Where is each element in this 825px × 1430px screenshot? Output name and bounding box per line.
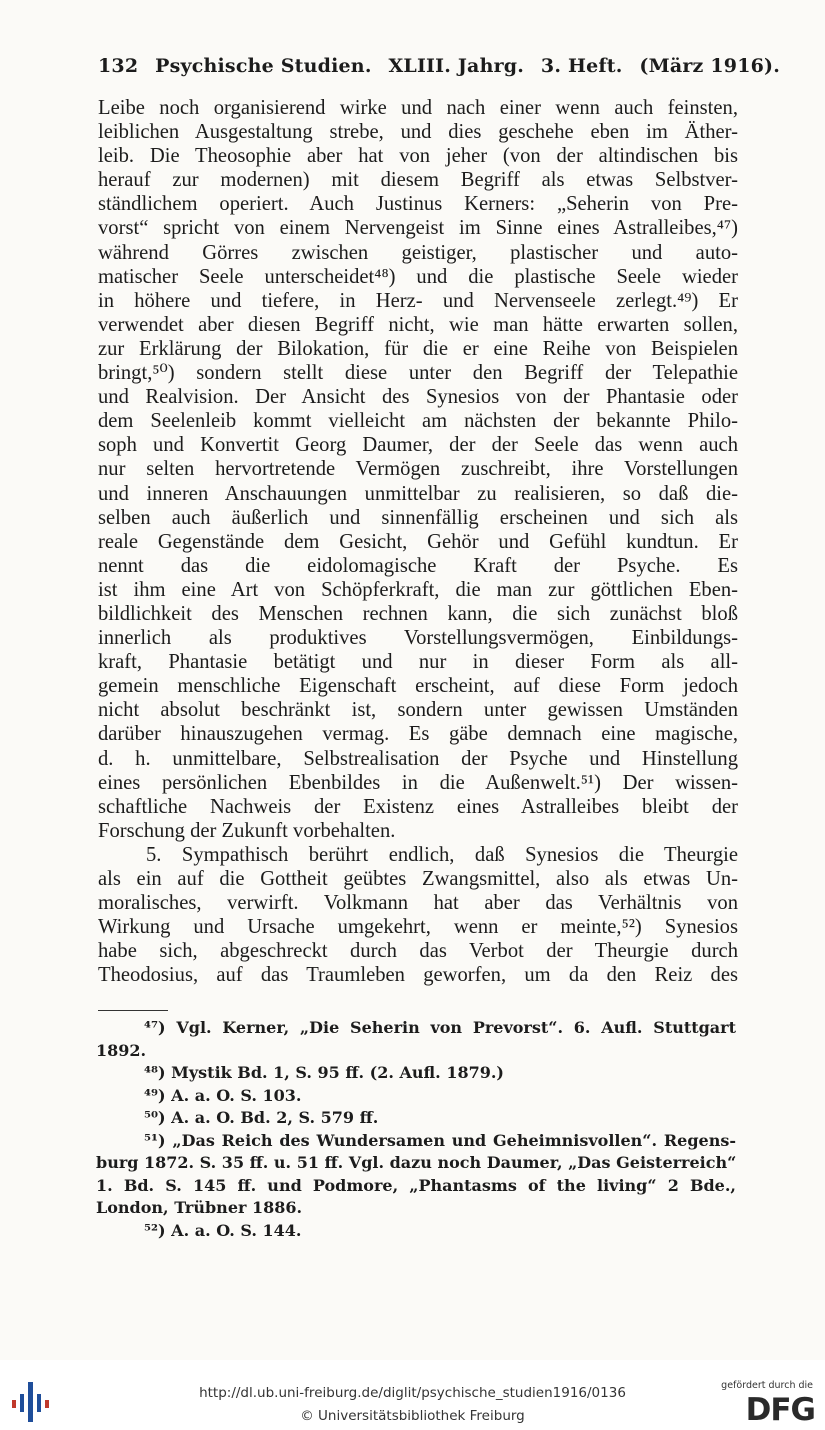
text-line: und inneren Anschauungen unmittelbar zu realisieren, so daß die- bbox=[98, 482, 738, 505]
text-line: moralisches, verwirft. Volkmann hat aber das Verhältnis von bbox=[98, 892, 738, 915]
footnote-line: London, Trübner 1886. bbox=[96, 1198, 303, 1217]
text-line: während Görres zwischen geistiger, plastischer und auto- bbox=[98, 241, 738, 264]
text-line: dem Seelenleib kommt vielleicht am nächsten der bekannte Philo- bbox=[98, 410, 738, 433]
text-line: bringt,⁵⁰) sondern stellt diese unter den Begriff der Telepathie bbox=[98, 362, 738, 385]
sponsor-caption: gefördert durch die bbox=[721, 1380, 813, 1391]
footnote-line: ⁴⁸) Mystik Bd. 1, S. 95 ff. (2. Aufl. 1879.) bbox=[144, 1063, 504, 1082]
text-line: eines persönlichen Ebenbildes in die Außenwelt.⁵¹) Der wissen- bbox=[98, 771, 738, 794]
text-line: und Realvision. Der Ansicht des Synesios von der Phantasie oder bbox=[98, 386, 738, 409]
issue-date: (März 1916). bbox=[639, 55, 781, 77]
page-number: 132 bbox=[98, 55, 139, 77]
text-line: Theodosius, auf das Traumleben geworfen, um da den Reiz des bbox=[98, 964, 738, 987]
text-line: leiblichen Ausgestaltung strebe, und dies geschehe eben im Äther- bbox=[98, 121, 738, 144]
text-line: d. h. unmittelbare, Selbstrealisation der Psyche und Hinstellung bbox=[98, 747, 738, 770]
text-line: in höhere und tiefere, in Herz- und Nervenseele zerlegt.⁴⁹) Er bbox=[98, 289, 738, 312]
text-line: kraft, Phantasie betätigt und nur in dieser Form als all- bbox=[98, 651, 738, 674]
text-line: ist ihm eine Art von Schöpferkraft, die man zur göttlichen Eben- bbox=[98, 578, 738, 601]
running-header bbox=[98, 55, 781, 77]
text-line: ständlichem operiert. Auch Justinus Kerners: „Seherin von Pre- bbox=[98, 193, 738, 216]
text-line: Forschung der Zukunft vorbehalten. bbox=[98, 819, 396, 842]
text-line: innerlich als produktives Vorstellungsvermögen, Einbildungs- bbox=[98, 627, 738, 650]
footnote-line: ⁵¹) „Das Reich des Wundersamen und Geheimnisvollen“. Regens- bbox=[144, 1130, 736, 1150]
text-line: nur selten hervortretende Vermögen zuschreibt, ihre Vorstellungen bbox=[98, 458, 738, 481]
text-line: gemein menschliche Eigenschaft erscheint, auf diese Form jedoch bbox=[98, 675, 738, 698]
copyright: © Universitätsbibliothek Freiburg bbox=[300, 1408, 525, 1424]
footnote-line: ⁵²) A. a. O. S. 144. bbox=[144, 1220, 302, 1240]
text-line: vorst“ spricht von einem Nervengeist im Sinne eines Astralleibes,⁴⁷) bbox=[98, 217, 738, 240]
text-line: Wirkung und Ursache umgekehrt, wenn er meinte,⁵²) Synesios bbox=[98, 916, 738, 939]
footnote-line: burg 1872. S. 35 ff. u. 51 ff. Vgl. dazu noch Daumer, „Das Geisterreich“ bbox=[96, 1153, 737, 1172]
footnote-line: 1892. bbox=[96, 1040, 147, 1060]
text-line: zur Erklärung der Bilokation, für die er eine Reihe von Beispielen bbox=[98, 337, 738, 360]
footnote-line: ⁵⁰) A. a. O. Bd. 2, S. 579 ff. bbox=[144, 1108, 379, 1127]
source-url[interactable]: http://dl.ub.uni-freiburg.de/diglit/psychische_studien1916/0136 bbox=[199, 1385, 626, 1401]
dfg-logo[interactable]: DFG bbox=[745, 1392, 815, 1428]
text-line: herauf zur modernen) mit diesem Begriff als etwas Selbstver- bbox=[98, 169, 738, 192]
footnote-line: ⁴⁹) A. a. O. S. 103. bbox=[144, 1085, 302, 1105]
journal-title: Psychische Studien. bbox=[155, 55, 372, 77]
text-line: matischer Seele unterscheidet⁴⁸) und die plastische Seele wieder bbox=[98, 265, 738, 288]
footnote-line: ⁴⁷) Vgl. Kerner, „Die Seherin von Prevorst“. 6. Aufl. Stuttgart bbox=[144, 1018, 736, 1037]
text-line: als ein auf die Gottheit geübtes Zwangsmittel, also als etwas Un- bbox=[98, 868, 738, 890]
text-line: 5. Sympathisch berührt endlich, daß Synesios die Theurgie bbox=[146, 843, 738, 866]
footnote-divider bbox=[98, 1010, 168, 1011]
footnotes bbox=[96, 1017, 736, 1242]
body-text bbox=[98, 96, 738, 987]
viewer-footer bbox=[0, 1360, 825, 1430]
volume: XLIII. Jahrg. bbox=[388, 55, 525, 77]
issue: 3. Heft. bbox=[540, 55, 623, 77]
text-line: reale Gegenstände dem Gesicht, Gehör und Gefühl kundtun. Er bbox=[98, 530, 738, 553]
text-line: leib. Die Theosophie aber hat von jeher (von der altindischen bis bbox=[98, 145, 738, 168]
text-line: nennt das die eidolomagische Kraft der Psyche. Es bbox=[98, 554, 738, 577]
text-line: verwendet aber diesen Begriff nicht, wie man hätte erwarten sollen, bbox=[98, 313, 738, 336]
text-line: schaftliche Nachweis der Existenz eines Astralleibes bleibt der bbox=[98, 795, 738, 818]
footnote-line: 1. Bd. S. 145 ff. und Podmore, „Phantasms of the living“ 2 Bde., bbox=[96, 1175, 736, 1195]
text-line: soph und Konvertit Georg Daumer, der der Seele das wenn auch bbox=[98, 434, 738, 457]
text-line: Leibe noch organisierend wirke und nach einer wenn auch feinsten, bbox=[98, 97, 738, 119]
text-line: selben auch äußerlich und sinnenfällig erscheinen und sich als bbox=[98, 506, 738, 529]
text-line: habe sich, abgeschreckt durch das Verbot der Theurgie durch bbox=[98, 940, 738, 963]
text-line: darüber hinauszugehen vermag. Es gäbe demnach eine magische, bbox=[98, 723, 738, 746]
text-line: nicht absolut beschränkt ist, sondern unter gewissen Umständen bbox=[98, 699, 738, 722]
text-line: bildlichkeit des Menschen rechnen kann, die sich zunächst bloß bbox=[98, 602, 738, 625]
